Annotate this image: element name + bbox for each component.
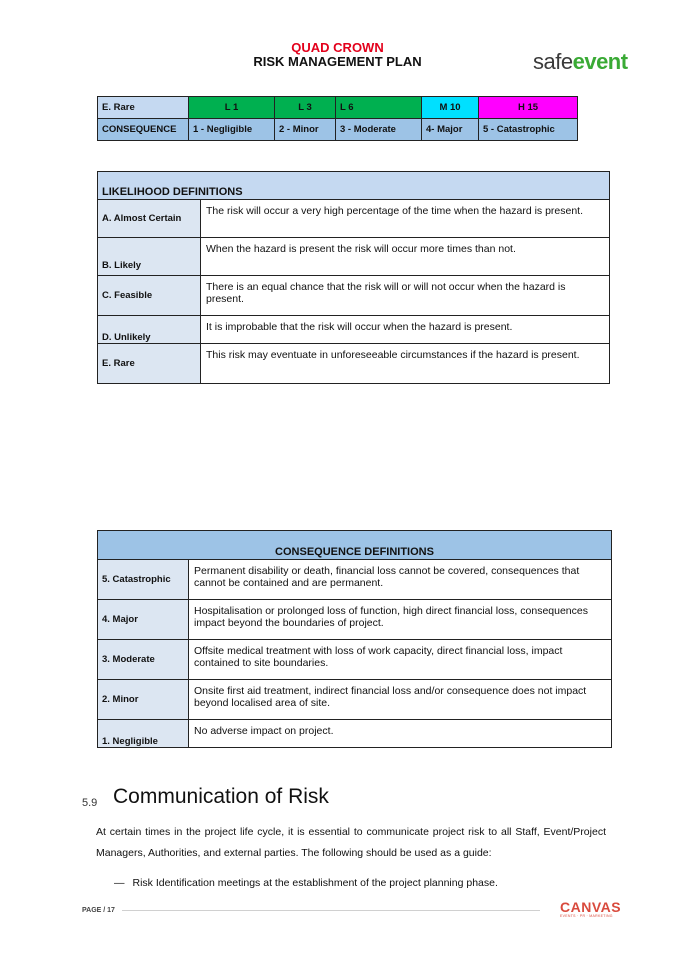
canvas-logo: CANVAS: [560, 899, 622, 915]
consequence-cell: 2 - Minor: [275, 119, 336, 141]
matrix-row-label: E. Rare: [98, 97, 189, 119]
table-row: [98, 560, 612, 600]
bullet-item: — Risk Identification meetings at the establishment of the project planning phase.: [114, 877, 498, 889]
likelihood-key: A. Almost Certain: [98, 200, 201, 238]
table-row: [98, 680, 612, 720]
safeevent-logo: safeevent: [533, 49, 628, 74]
consequence-cell: 1 - Negligible: [189, 119, 275, 141]
project-name: QUAD CROWN: [291, 40, 384, 55]
likelihood-text: There is an equal chance that the risk will or will not occur when the hazard is present.: [201, 276, 610, 316]
table-row: [98, 640, 612, 680]
consequence-cell: 5 - Catastrophic: [479, 119, 578, 141]
matrix-cell: L 1: [189, 97, 275, 119]
consequence-text: Offsite medical treatment with loss of work capacity, direct financial loss, impact contained to site boundaries.: [189, 640, 612, 680]
consequence-text: Hospitalisation or prolonged loss of function, high direct financial loss, consequences impact beyond the boundaries of project.: [189, 600, 612, 640]
consequence-cell: 4- Major: [422, 119, 479, 141]
matrix-cell: L 3: [275, 97, 336, 119]
page-number: PAGE / 17: [82, 907, 115, 914]
likelihood-key: B. Likely: [98, 238, 201, 276]
matrix-cell: L 6: [336, 97, 422, 119]
likelihood-key: D. Unlikely: [98, 316, 201, 344]
dash-bullet-icon: —: [114, 877, 125, 889]
table-row: [98, 238, 610, 276]
likelihood-text: This risk may eventuate in unforeseeable circumstances if the hazard is present.: [201, 344, 610, 384]
consequence-label: CONSEQUENCE: [98, 119, 189, 141]
footer-divider: [122, 910, 540, 911]
table-row: [98, 276, 610, 316]
consequence-heading: CONSEQUENCE DEFINITIONS: [98, 531, 612, 560]
table-row: [98, 720, 612, 748]
consequence-text: Onsite first aid treatment, indirect financial loss and/or consequence does not impact beyond localised area of site.: [189, 680, 612, 720]
table-row: [98, 200, 610, 238]
matrix-row-consequence: [98, 119, 578, 141]
likelihood-definitions-table: [97, 171, 610, 384]
likelihood-text: The risk will occur a very high percentage of the time when the hazard is present.: [201, 200, 610, 238]
consequence-cell: 3 - Moderate: [336, 119, 422, 141]
matrix-cell: H 15: [479, 97, 578, 119]
table-row: [98, 344, 610, 384]
consequence-key: 3. Moderate: [98, 640, 189, 680]
consequence-key: 1. Negligible: [98, 720, 189, 748]
table-row: [98, 600, 612, 640]
likelihood-key: E. Rare: [98, 344, 201, 384]
consequence-key: 2. Minor: [98, 680, 189, 720]
consequence-key: 5. Catastrophic: [98, 560, 189, 600]
risk-matrix-table: [97, 96, 578, 141]
matrix-cell: M 10: [422, 97, 479, 119]
section-paragraph: At certain times in the project life cycle, it is essential to communicate project risk to all Staff, Event/Project Managers, Authorities, and external parties. The following should be used as a guide:: [96, 826, 606, 859]
document-title: RISK MANAGEMENT PLAN: [253, 54, 422, 69]
consequence-key: 4. Major: [98, 600, 189, 640]
likelihood-key: C. Feasible: [98, 276, 201, 316]
section-title: Communication of Risk: [113, 785, 329, 808]
consequence-definitions-table: [97, 530, 612, 748]
consequence-text: Permanent disability or death, financial loss cannot be covered, consequences that cannot be contained and are permanent.: [189, 560, 612, 600]
likelihood-heading: LIKELIHOOD DEFINITIONS: [98, 172, 610, 200]
likelihood-text: When the hazard is present the risk will occur more times than not.: [201, 238, 610, 276]
consequence-text: No adverse impact on project.: [189, 720, 612, 748]
matrix-row-rare: [98, 97, 578, 119]
canvas-tagline: EVENTS · PR · MARKETING: [560, 914, 613, 918]
table-row: [98, 316, 610, 344]
section-number: 5.9: [82, 797, 98, 809]
likelihood-text: It is improbable that the risk will occur when the hazard is present.: [201, 316, 610, 344]
